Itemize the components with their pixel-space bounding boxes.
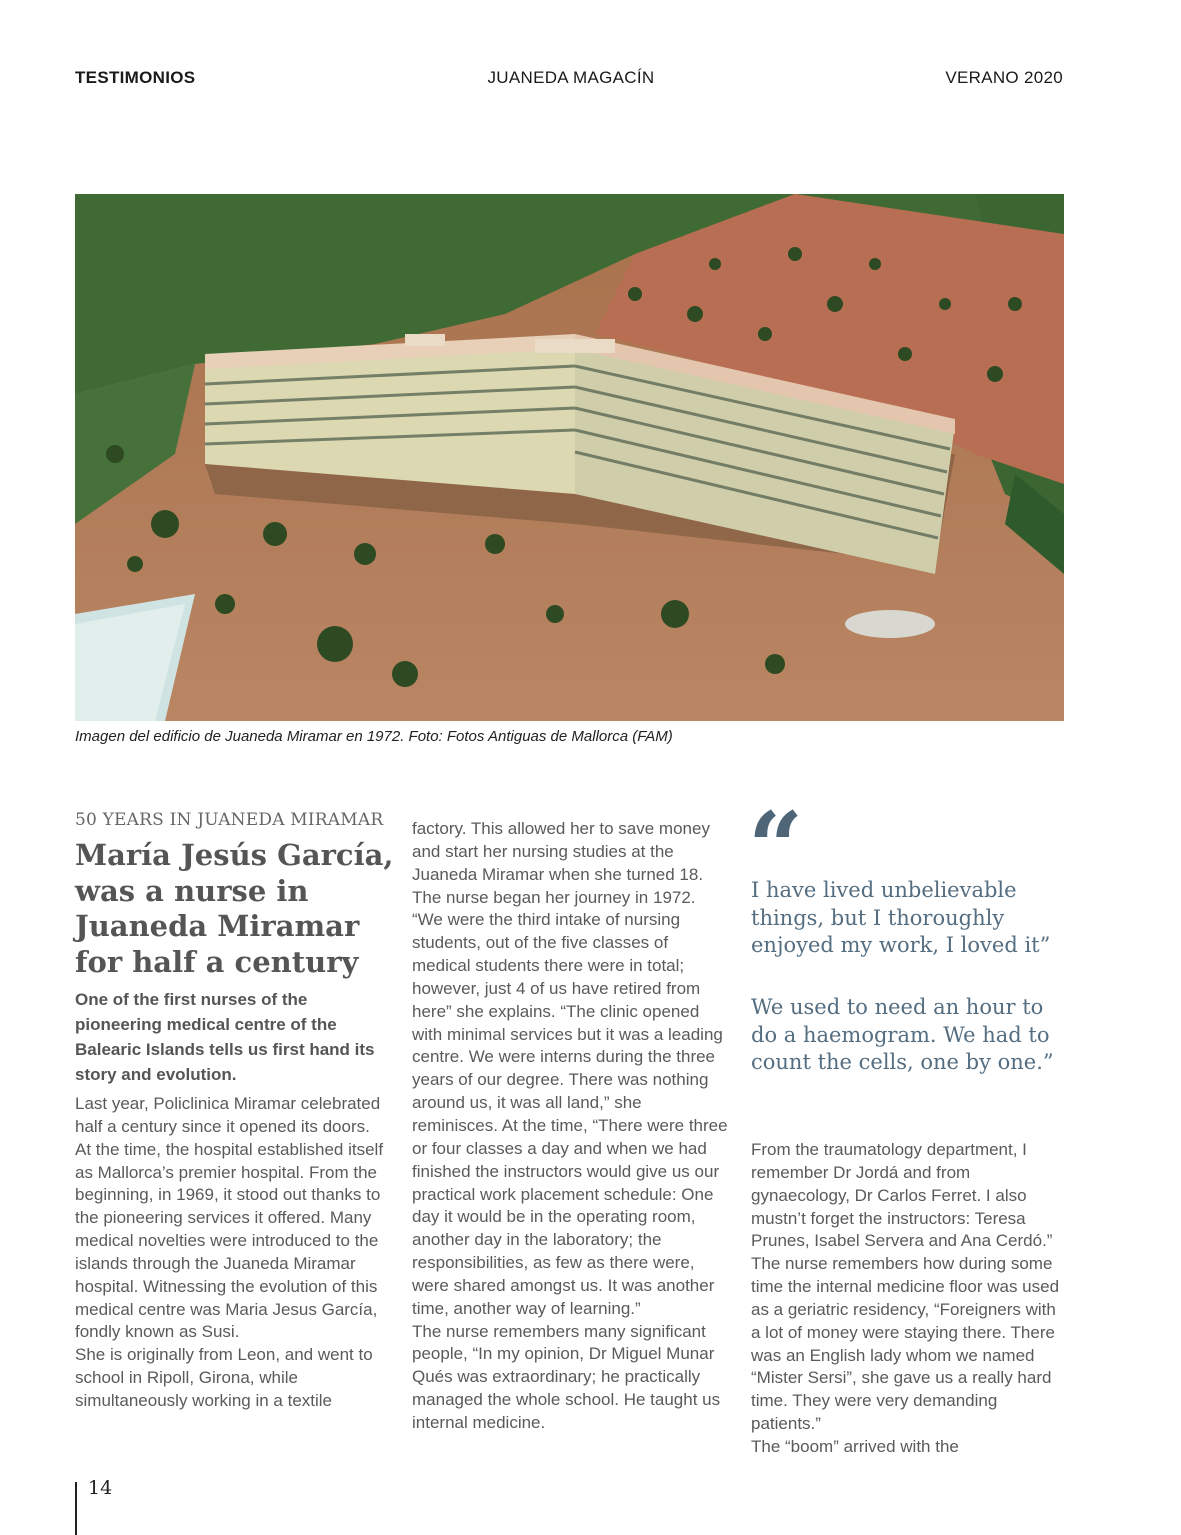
column-1-paragraph: Last year, Policlinica Miramar celebrated half a century since it opened its doors. At the time, the hospital established itself as Mallorca’s premier hospital. From the beginning, in 1969, it stood out thanks to the pioneering services it offered. Many medical novelties were introduced to the islands through the Juaneda Miramar hospital. Witnessing the evolution of this medical centre was Maria Jesus García, fondly known as Susi. <box>75 1094 384 1342</box>
article-kicker: 50 YEARS IN JUANEDA MIRAMAR <box>75 810 384 830</box>
article-title: María Jesús García, was a nurse in Juaneda Miramar for half a century <box>75 838 394 979</box>
column-3-paragraph: The “boom” arrived with the <box>751 1436 959 1456</box>
page-number: 14 <box>88 1477 113 1499</box>
photo-caption: Imagen del edificio de Juaneda Miramar en 1972. Foto: Fotos Antiguas de Mallorca (FAM) <box>75 728 673 745</box>
article-lead: One of the first nurses of the pioneering medical centre of the Balearic Islands tells us first hand its story and evolution. <box>75 990 375 1084</box>
pull-quote-1: I have lived unbelievable things, but I thoroughly enjoyed my work, I loved it” <box>751 878 1051 957</box>
magazine-title: JUANEDA MAGACÍN <box>487 68 655 87</box>
issue-label: VERANO 2020 <box>945 68 1063 87</box>
article-column-1 <box>75 1093 387 1413</box>
column-2-paragraph: factory. This allowed her to save money and start her nursing studies at the Juaneda Miramar when she turned 18. The nurse began her journey in 1972. “We were the third intake of nursing students, out of the five classes of medical students there were in total; however, just 4 of us have retired from here” she explains. “The clinic opened with minimal services but it was a leading centre. We were interns during the three years of our degree. There was nothing around us, it was all land,” she reminisces. At the time, “There were three or four classes a day and when we had finished the instructors would give us our practical work placement schedule: One day it would be in the operating room, another day in the laboratory; the responsibilities, as few as there were, were shared amongst us. It was another time, another way of learning.” <box>412 819 728 1318</box>
column-2-paragraph: The nurse remembers many significant people, “In my opinion, Dr Miguel Munar Qués was extraordinary; he practically managed the whole school. He taught us internal medicine. <box>412 1321 721 1432</box>
column-1-paragraph: She is originally from Leon, and went to school in Ripoll, Girona, while simultaneously working in a textile <box>75 1345 373 1410</box>
article-column-3 <box>751 1139 1069 1459</box>
quote-mark-icon: “ <box>748 791 804 904</box>
pull-quote-2: We used to need an hour to do a haemogram. We had to count the cells, one by one.” <box>751 995 1054 1074</box>
hospital-photo <box>75 194 1064 721</box>
column-3-paragraph: From the traumatology department, I remember Dr Jordá and from gynaecology, Dr Carlos Ferret. I also mustn’t forget the instructors: Teresa Prunes, Isabel Servera and Ana Cerdó.” The nurse remembers how during some time the internal medicine floor was used as a geriatric residency, “Foreigners with a lot of money were staying there. There was an English lady whom we named “Mister Sersi”, she gave us a really hard time. They were very demanding patients.” <box>751 1140 1060 1434</box>
article-column-2 <box>412 818 730 1435</box>
folio-divider <box>75 1482 77 1535</box>
section-label: TESTIMONIOS <box>75 68 196 87</box>
